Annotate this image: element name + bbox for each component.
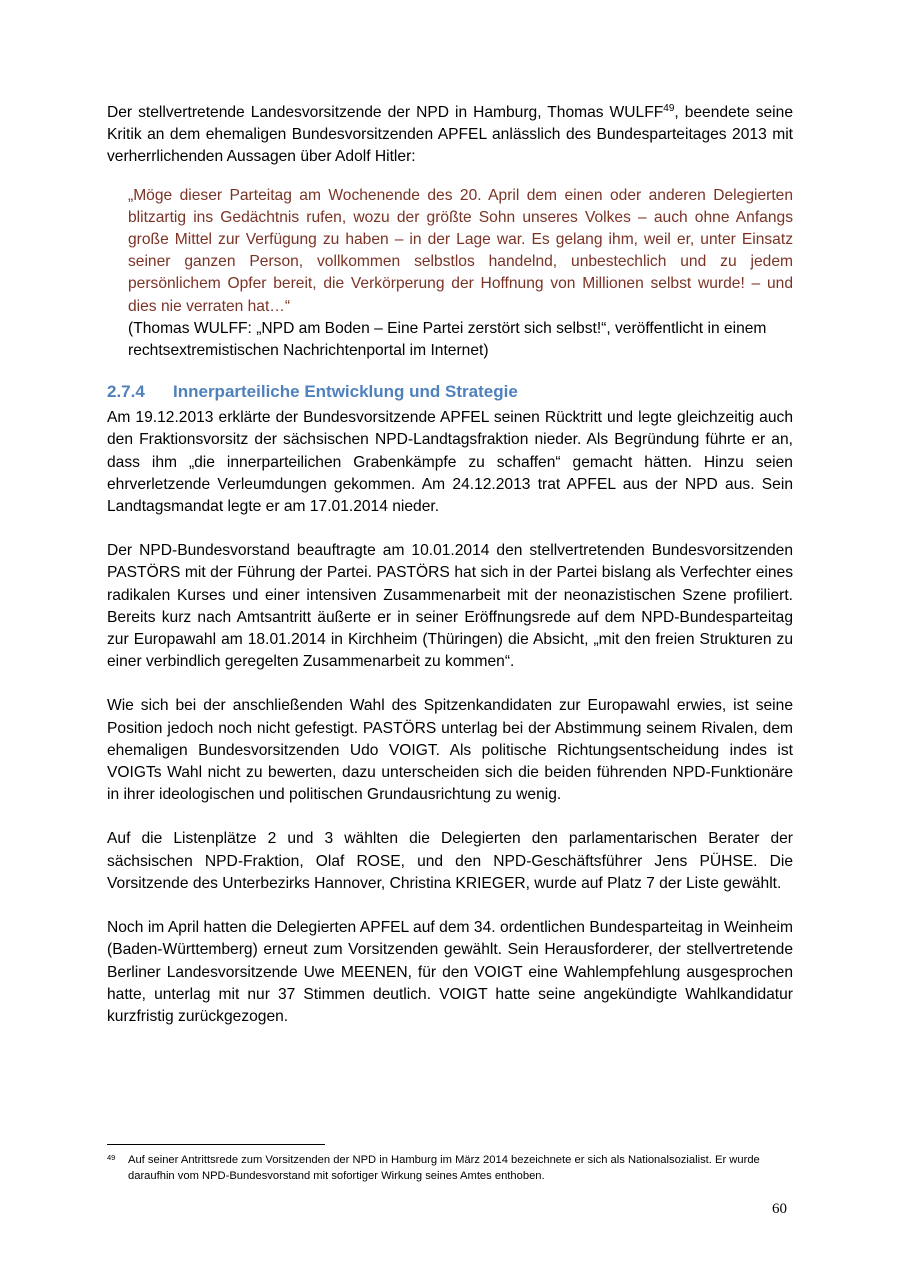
page-number: 60 (772, 1201, 787, 1217)
footnote-text: Auf seiner Antrittsrede zum Vorsitzenden der NPD in Hamburg im März 2014 bezeichnete er sich als Nationalsozialist. Er wurde daraufhin vom NPD-Bundesvorstand mit sofortiger Wirkung seines Amtes enthoben. (128, 1154, 760, 1182)
footnote-divider (107, 1144, 325, 1145)
body-paragraph-1: Am 19.12.2013 erklärte der Bundesvorsitzende APFEL seinen Rücktritt und legte gleichzeitig auch den Fraktionsvorsitz der sächsischen NPD-Landtagsfraktion nieder. Als Begründung führte er an, dass ihm „die innerparteilichen Grabenkämpfe zu schaffen“ gemacht hätten. Hinzu seien ehrverletzende Verleumdungen gekommen. Am 24.12.2013 trat APFEL aus der NPD aus. Sein Landtagsmandat legte er am 17.01.2014 nieder. (107, 409, 793, 516)
section-number: 2.7.4 (107, 382, 145, 402)
quote-source: (Thomas WULFF: „NPD am Boden – Eine Partei zerstört sich selbst!“, veröffentlicht in einem rechtsextremistischen Nachrichtenportal im Internet) (128, 319, 767, 360)
quote-block (128, 185, 793, 363)
page-body (107, 102, 793, 1050)
intro-text-continued: , beendete seine Kritik an dem ehemaligen Bundesvorsitzenden APFEL anlässlich des Bundesparteitages 2013 mit verherrlichenden Aussagen über Adolf Hitler: (107, 104, 793, 166)
section-title: Innerparteiliche Entwicklung und Strategie (173, 382, 518, 402)
body-paragraph-3: Wie sich bei der anschließenden Wahl des Spitzenkandidaten zur Europawahl erwies, ist seine Position jedoch noch nicht gefestigt. PASTÖRS unterlag bei der Abstimmung seinem Rivalen, dem ehemaligen Bundesvorsitzenden Udo VOIGT. Als politische Richtungsentscheidung indes ist VOIGTs Wahl nicht zu bewerten, dazu unterscheiden sich die beiden führenden NPD-Funktionäre in ihrer ideologischen und politischen Grundausrichtung zu wenig. (107, 697, 793, 804)
footnote-ref-49[interactable]: 49 (663, 103, 675, 114)
intro-text: Der stellvertretende Landesvorsitzende der NPD in Hamburg, Thomas WULFF (107, 104, 664, 121)
section-heading (107, 380, 793, 404)
footnote-number: 49 (107, 1153, 116, 1162)
footnote (107, 1152, 793, 1184)
body-paragraph-5: Noch im April hatten die Delegierten APFEL auf dem 34. ordentlichen Bundesparteitag in Weinheim (Baden-Württemberg) erneut zum Vorsitzenden gewählt. Sein Herausforderer, der stellvertretende Berliner Landesvorsitzende Uwe MEENEN, für den VOIGT eine Wahlempfehlung ausgesprochen hatte, unterlag mit nur 37 Stimmen deutlich. VOIGT hatte seine angekündigte Wahlkandidatur kurzfristig zurückgezogen. (107, 919, 793, 1025)
body-paragraph-4: Auf die Listenplätze 2 und 3 wählten die Delegierten den parlamentarischen Berater der sächsischen NPD-Fraktion, Olaf ROSE, und den NPD-Geschäftsführer Jens PÜHSE. Die Vorsitzende des Unterbezirks Hannover, Christina KRIEGER, wurde auf Platz 7 der Liste gewählt. (107, 830, 793, 892)
intro-paragraph (107, 102, 793, 169)
body-paragraph-2: Der NPD-Bundesvorstand beauftragte am 10.01.2014 den stellvertretenden Bundesvorsitzenden PASTÖRS mit der Führung der Partei. PASTÖRS hat sich in der Partei bislang als Verfechter eines radikalen Kurses und einer intensiven Zusammenarbeit mit der neonazistischen Szene profiliert. Bereits kurz nach Amtsantritt äußerte er in seiner Eröffnungsrede auf dem NPD-Bundesparteitag zur Europawahl am 18.01.2014 in Kirchheim (Thüringen) die Absicht, „mit den freien Strukturen zu einer verbindlich geregelten Zusammenarbeit zu kommen“. (107, 542, 793, 671)
quote-text: „Möge dieser Parteitag am Wochenende des 20. April dem einen oder anderen Delegierten blitzartig ins Gedächtnis rufen, wozu der größte Sohn unseres Volkes – auch ohne Anfangs große Mittel zur Verfügung zu haben – in der Lage war. Es gelang ihm, weil er, unter Einsatz seiner ganzen Person, vollkommen selbstlos handelnd, unbestechlich und zu jedem persönlichem Opfer bereit, die Verkörperung der Hoffnung von Millionen selbst wurde! – und dies nie verraten hat…“ (128, 186, 793, 315)
